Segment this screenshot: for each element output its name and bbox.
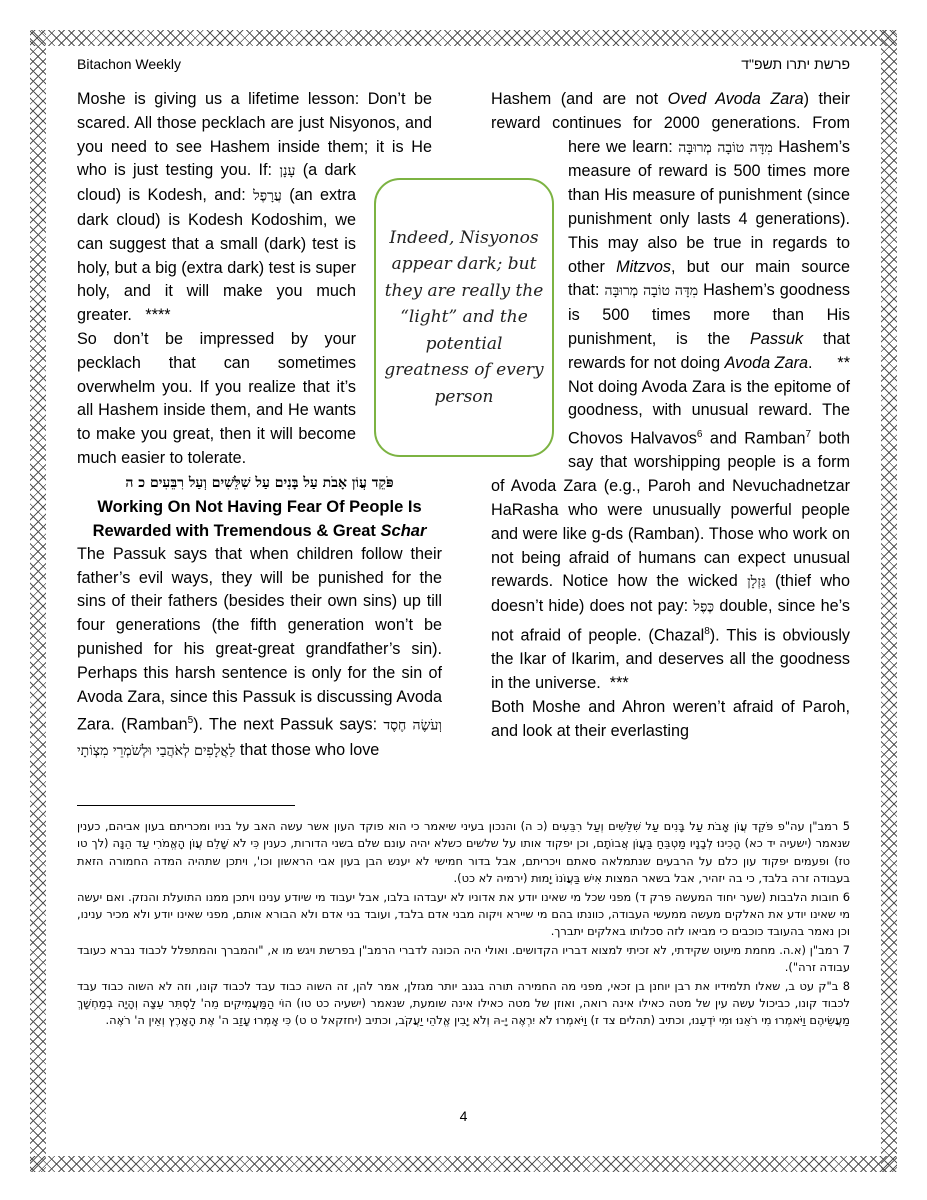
hebrew-mida-tova: מִדָּה טוֹבָה מְרוּבָּה	[678, 139, 773, 156]
section-stars: ****	[145, 306, 171, 325]
hebrew-gazlan: גַּזְלָן	[747, 574, 766, 591]
footnotes	[77, 818, 850, 1031]
heading-hebrew: פֹּקֵד עֲוֹן אָבֹת עַל בָּנִים עַל שִׁלֵּשִׁים וְעַל רִבֵּעִים כ ה	[125, 474, 394, 491]
header-parsha: פרשת יתרו תשפ"ד	[741, 56, 850, 72]
hebrew-arafel: עֲרָפֶל	[253, 188, 282, 205]
page-number: 4	[459, 1108, 468, 1124]
paragraph-moshe-ahron: Both Moshe and Ahron weren’t afraid of Paroh, and look at their everlasting	[491, 697, 850, 740]
footnote-ref-5: 5	[187, 715, 194, 727]
paragraph-passuk: The Passuk says that when children follow their father’s evil ways, they will be punished for the sins of their fathers (besides their own sins) up till four generations (the fifth generation won’t be punished for his great-great grandfather’s sin). Perhaps this harsh sentence is only for the sin of Avoda Zara, since this Passuk is discussing Avoda Zara. (Ramban$^5$). The next Passuk says: וְעֹשֶׂה חֶסֶד לַאֲלָפִים לְאֹהֲבַי וּלְשֹׁמְרֵי מִצְוֹתָי that those who love	[77, 544, 443, 759]
page-border-top	[30, 30, 897, 46]
paragraph-avoda-zara: Not doing Avoda Zara is the epitome of goodness, with unusual reward. The Chovos Halvavos$^6$ and Ramban$^7$ both say that worshipping people is a form of Avoda Zara (e.g., Paroh and Nevuchadnetzar HaRasha who were unusually powerful people and were like g-ds (Ramban). Those who work on not being afraid of humans can expect unusual rewards. Notice how the wicked גַּזְלָן (thief who doesn’t hide) does not pay: כֶּפֶל double, since he’s not afraid of people. (Chazal$^8$). This is obviously the Ikar of Ikarim, and deserves all the goodness in the universe. ***	[491, 377, 851, 692]
hebrew-mida-tova-2: מִדָּה טוֹבָה מְרוּבָּה	[604, 283, 699, 300]
hebrew-anan: עָנָן	[279, 163, 296, 180]
hebrew-osseh-chesed: וְעֹשֶׂה חֶסֶד לַאֲלָפִים לְאֹהֲבַי וּלְשֹׁמְרֵי מִצְוֹתָי	[77, 717, 443, 759]
footnote-ref-8: 8	[704, 625, 710, 637]
footnote-divider	[77, 805, 295, 806]
page-border-bottom	[30, 1156, 897, 1172]
footnote-ref-6: 6	[696, 429, 703, 441]
heading-line-2: Rewarded with Tremendous & Great Schar	[92, 521, 427, 540]
intro-paragraph: Moshe is giving us a lifetime lesson: Don’t be scared. All those pecklach are just Nisyonos, and you need to see Hashem inside them; it is He who is just testing you. If: עָנָן (a dark cloud) is Kodesh, and: עֲרָפֶל (an extra dark cloud) is Kodesh Kodoshim, we can suggest that a small (dark) test is holy, but a big (extra dark) test is super holy, and it will make you much greater. ****	[77, 90, 432, 325]
hebrew-kefel: כֶּפֶל	[693, 599, 715, 616]
section-heading	[77, 471, 442, 543]
footnote-6: 6 חובות הלבבות (שער יחוד המעשה פרק ד) מפני שכל מי שאינו יודע את אדוניו לא יעבדהו בלבו, אבל יעבוד מי שיודע ענינו ויתכן ממנו התועלת והנזק. ואם יעשה מי שאינו יודע את האלקים מעשה ממעשי העבודה, כוונתו בהם מי שיירא ויקוה מבני אדם בלבד, ועובד בני אדם ולא הבורא אותם, מפני שאינו יודע ולא מכיר ענינו, וכן נאמר בהעובד כוכבים כי מביאו לזה סכלותו באלקים יתברך.	[77, 889, 850, 939]
pull-quote-text: Indeed, Nisyonos appear dark; but they are really the “light” and the potential greatness of every person	[384, 227, 544, 407]
right-column	[491, 88, 850, 743]
section-stars-3: ***	[609, 673, 629, 692]
heading-line-1: Working On Not Having Fear Of People Is	[97, 497, 422, 516]
page-border-left	[30, 30, 46, 1172]
header-publication: Bitachon Weekly	[77, 56, 182, 72]
page-border-right	[881, 30, 897, 1172]
footnote-7: 7 רמב"ן (א.ה. מחמת מיעוט שקידתי, לא זכיתי למצוא דבריו הקדושים. ואולי היה הכונה לדברי הרמב"ן בפרשת ויגש מו א, "והמברך והמתפלל לכבוד נברא כעובד עבודה זרה").	[77, 942, 850, 975]
footnote-ref-7: 7	[805, 429, 812, 441]
section-stars-2: **	[837, 353, 850, 372]
paragraph-reward: Hashem (and are not Oved Avoda Zara) their reward continues for 2000 generations. From here we learn: מִדָּה טוֹבָה מְרוּבָּה Hashem’s measure of reward is 500 times more than His measure of punishment (since punishment only lasts 4 generations). This may also be true in regards to other Mitzvos, but our main source that: מִדָּה טוֹבָה מְרוּבָּה Hashem’s goodness is 500 times more than His punishment, is the Passuk that rewards for not doing Avoda Zara. **	[491, 88, 850, 376]
paragraph-pecklach: So don’t be impressed by your pecklach that can sometimes overwhelm you. If you realize that it’s all Hashem inside them, and He wants to make you great, then it will become much easier to tolerate.	[77, 329, 356, 467]
footnote-5: 5 רמב"ן עה"פ פֹּקֵד עֲוֹן אָבֹת עַל בָּנִים עַל שִׁלֵּשִׁים וְעַל רִבֵּעִים (כ ה) והנכון בעיני שיאמר כי הוא פוקד העון אשר עשה האב על בניו ומכריתם בעון אביהם, כענין שנאמר (ישעיה יד כא) הָכִינוּ לְבָנָיו מַטְבֵּחַ בַּעֲוֹן אֲבוֹתָם, וכן יפקוד אותו על שלשים כשלא יהיה עונם שלם בשני הדורות, כענין כִּי לֹא שָׁלֵם עֲוֹן הָאֱמֹרִי עַד הֵנָּה (לך טו טז) ופעמים יפקוד עון כלם על הרבעים שנתמלאה סאתם ויכריתם, אבל בדור חמישי לא יענש הבן בעון אבי הראשון וכו', ויתכן שתהיה המדה החמורה הזאת בעבודה זרה בלבד, כי בה יזהיר, אבל בשאר המצות אִישׁ בַּעֲוֹנוֹ יָמוּת (ירמיה לא כט).	[77, 819, 850, 886]
footnote-8: 8 ב"ק עט ב, שאלו תלמידיו את רבן יוחנן בן זכאי, מפני מה החמירה תורה בגנב יותר מגזלן, אמר להן, זה השוה כבוד עבד לכבוד קונו, וזה לא השוה כבוד עבד לכבוד קונו, כביכול עשה עין של מטה כאילו אינה רואה, ואוזן של מטה כאילו אינה שומעת, שנאמר (ישעיה כט טו) הוֹי הַמַּעֲמִיקִים מֵה' לַסְתִּר עֵצָה וְהָיָה בְמַחְשָׁךְ מַעֲשֵׂיהֶם וַיֹּאמְרוּ מִי רֹאֵנוּ וּמִי יֹדְעֵנוּ, וכתיב (תהלים צד ז) וַיֹּאמְרוּ לֹא יִרְאֶה יָ-הּ וְלֹא יָבִין אֱלֹהֵי יַעֲקֹב, וכתיב (יחזקאל ט ט) כִּי אָמְרוּ עָזַב ה' אֶת הָאָרֶץ וְאֵין ה' רֹאֶה.	[77, 978, 850, 1028]
